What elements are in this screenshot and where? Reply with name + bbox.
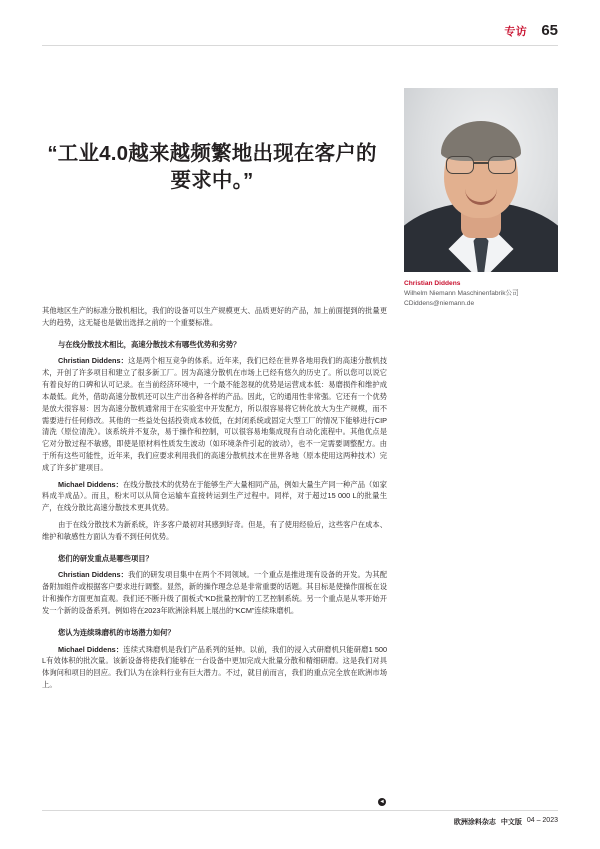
glasses-left-lens: [446, 156, 474, 174]
photo-caption: [404, 279, 572, 308]
glasses-bridge: [473, 162, 489, 164]
footer-edition: 中文版: [500, 819, 522, 826]
header-divider: [42, 45, 558, 46]
answer-2: [42, 479, 387, 514]
caption-name: Christian Diddens: [404, 280, 461, 287]
answer-5-text: 连续式珠磨机是我们产品系列的延伸。以前，我们的浸入式研磨机只能研磨1 500 L有效体积的批次量。该新设备将使我们能够在一台设备中更加完成大批量分散和精细研磨。这是我们对具体询问和项目的回应。我们认为在涂料行业有巨大潜力。不过，就目前而言，我们的重点完全放在欧洲市场上。: [42, 644, 388, 689]
portrait-photo: [404, 88, 558, 272]
caption-email[interactable]: CDiddens@niemann.de: [404, 299, 475, 307]
section-label: 专访: [504, 26, 528, 38]
caption-company: Wilhelm Niemann Maschinenfabrik公司: [404, 290, 519, 298]
end-of-article-marker: ◄: [379, 799, 385, 805]
page-header: [504, 22, 558, 39]
question-1: 与在线分散技术相比，高速分散技术有哪些优势和劣势？: [58, 339, 241, 349]
glasses-icon: [445, 156, 517, 172]
page-footer: [454, 817, 558, 827]
page-number: 65: [541, 22, 558, 39]
question-2: 您们的研发重点是哪些项目？: [58, 553, 153, 563]
answer-3: 由于在线分散技术为新系统，许多客户最初对其感到好奇。但是，有了使用经验后，这些客户在成本、维护和敏感性方面认为看不到任何优势。: [42, 520, 387, 541]
speaker-4: Michael Diddens：: [58, 644, 124, 654]
answer-4: [42, 569, 387, 616]
footer-divider: [42, 810, 558, 811]
footer-magazine: 欧洲涂料杂志: [453, 819, 496, 826]
pull-quote: “工业4.0越来越频繁地出现在客户的要求中。”: [47, 142, 377, 193]
answer-1: [42, 355, 387, 473]
article-body: [42, 305, 387, 696]
glasses-right-lens: [488, 156, 516, 174]
answer-5: [42, 644, 387, 691]
answer-2-text: 在线分散技术的优势在于能够生产大量相同产品，例如大量生产同一种产品（如家料成半成品）。而且，粉末可以从简仓运输车直接转运到生产过程中。同样，对于超过15 000 L的批量生产，在线分散比高速分散技术更具优势。: [42, 479, 388, 513]
speaker-2: Michael Diddens：: [58, 479, 123, 489]
question-3: 您认为连续珠磨机的市场潜力如何？: [58, 627, 175, 637]
answer-1-text: 这是两个相互竞争的体系。近年来，我们已经在世界各地用我们的高速分散机技术，开创了许多项目和建立了很多新工厂。因为高速分散机在市场上已经有悠久的历史了。所以您可以说它有着良好的口碑和认可记录。在当前经济环境中，一个最不能忽视的优势是运营成本低：易磨损件和维护成本最低。此外，借助高速分散机还可以生产出各种各样的产品。因此，它的通用性非常强。它还有一个优势是放大很容易：因为高速分散机通常用于在实验室中开发配方，所以很容易将它转化放大为生产规模，而不需要进行任何修改。其他的一些益处包括投资成本较低，在封闭系统或固定大型工厂的情况下能够进行CIP清洗（原位清洗）。该系统并不复杂，易于操作和控制，可以很容易地集成现有自动化流程中。其他优点是它对分散过程不敏感，即使是原材料性质发生波动（如环境条件引起的波动），也不一定需要调整配方。由于所有这些可能性，近年来，我们应要求利用我们的高速分散机技术在世界各地（原本使用这两种技术）完成了许多扩建项目。: [42, 356, 388, 472]
speaker-1: Christian Diddens：: [58, 356, 129, 366]
speaker-3: Christian Diddens：: [58, 570, 129, 580]
intro-paragraph: 其他地区生产的标准分散机相比，我们的设备可以生产规模更大、品质更好的产品，加上前面提到的批量更大的趋势，这无疑也是做出选择之前的一个重要标准。: [42, 306, 387, 327]
answer-4-text: 我们的研发项目集中在两个不同领域。一个重点是推进现有设备的开发。为其配备附加组件或根据客户要求进行调整。显然，新的操作理念总是非常重要的话题。其目标是使操作面板在设计和操作方面更加直观。我们还不断升级了面板式“KD批量控制”的工艺控制系统。另一个重点是从零开始开发一个新的设备系列。例如将在2023年欧洲涂料展上展出的“KCM”连续珠磨机。: [42, 570, 388, 615]
footer-issue: 04 – 2023: [526, 817, 558, 824]
